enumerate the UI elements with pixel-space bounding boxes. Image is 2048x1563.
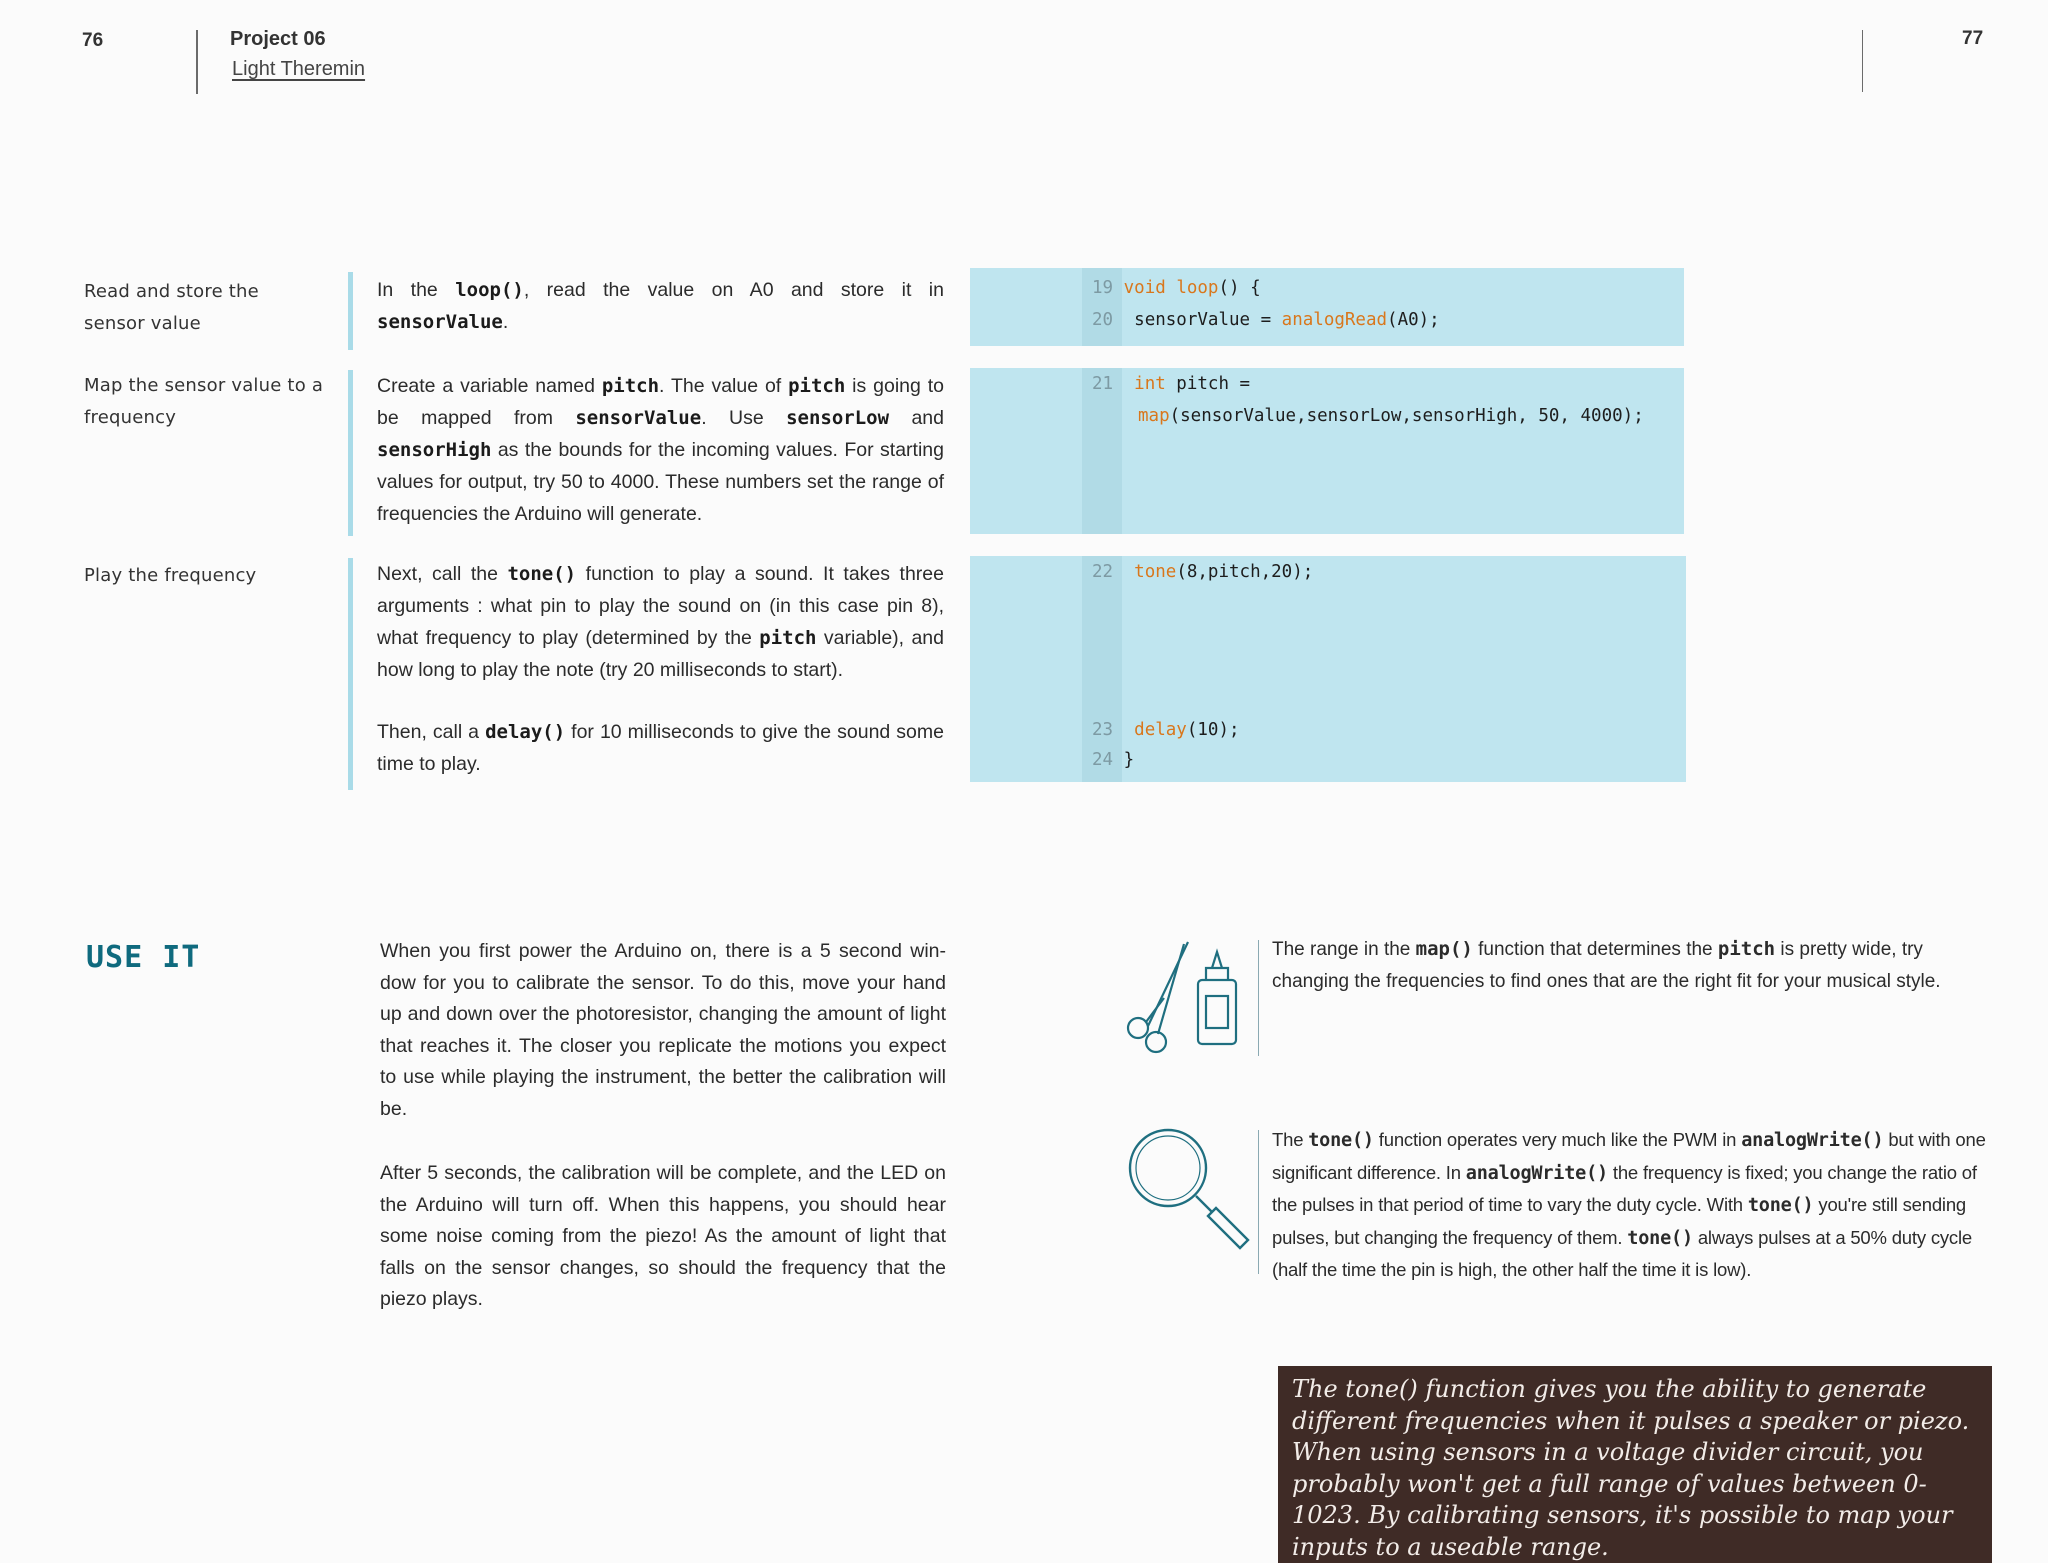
text-run: is going to be mapped from xyxy=(377,375,944,429)
code-line-21-continued: map(sensorValue,sensorLow,sensorHigh, 50, 4000); xyxy=(1138,406,1644,426)
text-run: function operates very much like the PWM in xyxy=(1373,1129,1742,1150)
side-label-map-sensor: Map the sensor value to a frequency xyxy=(84,375,324,428)
text-run: you're still sending pulses, but changing the frequency of them. xyxy=(1272,1194,1967,1248)
use-it-paragraph-1: When you first power the Arduino on, there is a 5 second win-dow for you to calibrate the sensor. To do this, move your hand up and down over the photoresistor, changing the amount of light that reaches it. The closer you replicate the motions you expect to use while playing the instrument, the better the calibration will be. xyxy=(380,940,946,1120)
code-panel-loop xyxy=(970,268,1684,346)
note-map-range xyxy=(1272,934,1988,997)
inline-code: pitch xyxy=(1717,938,1776,960)
inline-code: tone() xyxy=(1747,1195,1814,1216)
inline-code: sensorLow xyxy=(786,407,890,429)
text-run: is pretty wide, try changing the frequencies to find ones that are the right fit for your musical style. xyxy=(1272,939,1941,992)
text-run: The xyxy=(1272,1129,1309,1150)
project-title: Light Theremin xyxy=(232,58,366,80)
code-panel-map xyxy=(970,368,1684,534)
text-run: for 10 milliseconds to give the sound some time to play. xyxy=(377,721,944,775)
code-gutter xyxy=(1082,556,1122,782)
text-run: as the bounds for the incoming values. For starting values for output, try 50 to 4000. These numbers set the range of frequencies the Arduino will generate. xyxy=(377,439,944,525)
inline-code: sensorHigh xyxy=(377,439,492,461)
text-run: In the xyxy=(377,279,456,301)
step-play-frequency-text xyxy=(348,558,944,790)
inline-code: sensorValue xyxy=(377,311,503,333)
header-divider xyxy=(196,30,198,94)
inline-code: map() xyxy=(1415,938,1473,960)
text-run: Create a variable named xyxy=(377,375,602,397)
code-line-20: 20 sensorValue = analogRead(A0); xyxy=(1092,310,1440,330)
inline-code: pitch xyxy=(759,627,817,649)
code-line-23: 23 delay(10); xyxy=(1092,720,1240,740)
project-label: Project 06 xyxy=(230,28,326,50)
right-header-divider xyxy=(1862,30,1863,92)
text-run: . xyxy=(502,311,509,333)
text-run: The range in the xyxy=(1272,939,1416,960)
inline-code: analogWrite() xyxy=(1465,1162,1608,1184)
inline-code: pitch xyxy=(788,375,846,397)
text-run: . Use xyxy=(701,407,787,429)
text-run: , read the value on A0 and store it in xyxy=(523,279,944,301)
text-run: the frequency is fixed; you change the ratio of the pulses in that period of time to vary the duty cycle. With xyxy=(1272,1161,1977,1215)
note-divider xyxy=(1258,940,1259,1056)
code-line-22: 22 tone(8,pitch,20); xyxy=(1092,562,1314,582)
inline-code: loop() xyxy=(455,279,524,301)
inline-code: analogWrite() xyxy=(1741,1130,1884,1151)
step-map-sensor-text xyxy=(348,370,944,536)
text-run: Then, call a xyxy=(377,721,486,743)
code-line-19: 19 void loop() { xyxy=(1092,278,1261,298)
use-it-heading: USE IT xyxy=(86,940,201,975)
inline-code: tone() xyxy=(1308,1130,1374,1151)
tone-callout: The tone() function gives you the ability to generate different frequencies when it pulses a speaker or piezo. When using sensors in a voltage divider circuit, you probably won't get a full range of values between 0-1023. By calibrating sensors, it's possible to map your inputs to a useable range. xyxy=(1278,1366,1992,1563)
text-run: variable), and how long to play the note (try 20 milliseconds to start). xyxy=(377,627,944,681)
step-delay-para xyxy=(377,716,944,780)
step-read-sensor-text xyxy=(348,272,944,350)
note-divider xyxy=(1258,1130,1259,1274)
text-run: and xyxy=(889,407,944,429)
note-tone-pwm xyxy=(1272,1124,1988,1286)
inline-code: sensorValue xyxy=(575,407,702,429)
text-run: always pulses at a 50% duty cycle (half the time the pin is high, the other half the time it is low). xyxy=(1272,1226,1972,1280)
inline-code: tone() xyxy=(1627,1227,1693,1249)
use-it-paragraph-2: After 5 seconds, the calibration will be complete, and the LED on the Arduino will turn off. When this happens, you should hear some noise coming from the piezo! As the amount of light that falls on the sensor changes, so should the frequency that the piezo plays. xyxy=(380,1162,946,1310)
code-line-24: 24 } xyxy=(1092,750,1135,770)
text-run: but with one significant difference. In xyxy=(1272,1129,1986,1183)
magnifier-icon xyxy=(1126,1126,1252,1252)
inline-code: pitch xyxy=(601,375,660,397)
text-run: function that determines the xyxy=(1472,939,1718,960)
text-run: function to play a sound. It takes three arguments : what pin to play the sound on (in this case pin 8), what frequency to play (determined by the xyxy=(377,563,944,649)
step-play-frequency-para xyxy=(377,558,944,686)
right-page-number: 77 xyxy=(1962,28,1984,49)
code-line-21: 21 int pitch = xyxy=(1092,374,1251,394)
inline-code: tone() xyxy=(507,563,577,585)
side-label-play-frequency: Play the frequency xyxy=(84,565,257,586)
side-label-read-sensor: Read and store the sensor value xyxy=(84,281,259,334)
inline-code: delay() xyxy=(485,721,566,743)
code-panel-tone xyxy=(970,556,1686,782)
scissors-glue-icon xyxy=(1118,938,1244,1058)
left-page-number: 76 xyxy=(82,30,104,51)
text-run: . The value of xyxy=(659,375,789,397)
text-run: Next, call the xyxy=(377,563,508,585)
